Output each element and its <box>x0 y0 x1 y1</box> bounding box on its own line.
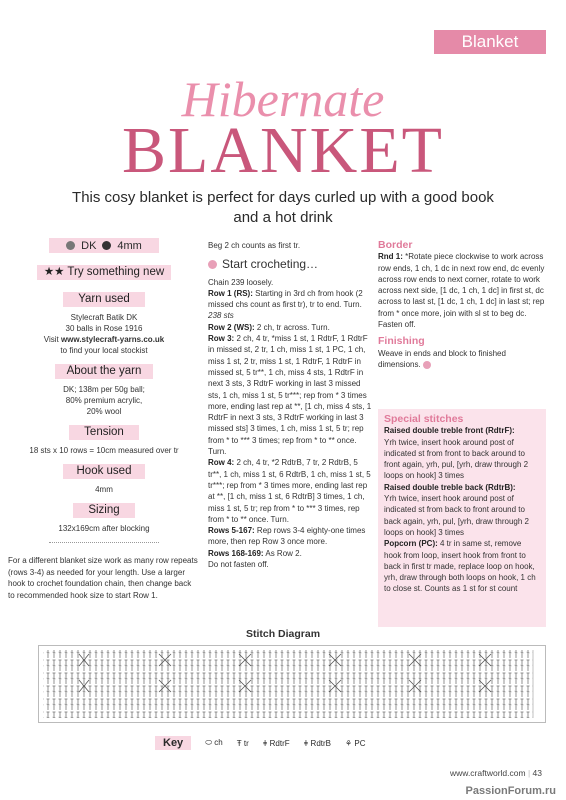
rdtrf-heading: Raised double treble front (RdtrF): <box>384 426 515 436</box>
subtitle: This cosy blanket is perfect for days curled up with a good book and a hot drink <box>72 189 494 226</box>
divider <box>49 542 159 543</box>
sizing-heading: Sizing <box>73 503 135 518</box>
diagram-title: Stitch Diagram <box>245 628 321 640</box>
diagram-key <box>155 736 366 750</box>
hook-text: 4mm <box>95 485 113 494</box>
hook-icon <box>102 241 111 250</box>
sizing-text: 132x169cm after blocking <box>58 524 150 533</box>
rdtrb-heading: Raised double treble back (RdtrB): <box>384 482 516 492</box>
rdtrb-text: Yrh twice, insert hook around post of indicated st from back to front around to back again, yrh, pul, [yrh, draw through 2 loops on hook] 3 times <box>384 494 529 537</box>
rdtrf-text: Yrh twice, insert hook around post of indicated st from front to back around to front again, yrh, pul, [yrh, draw through 2 loops on hook] 3 times <box>384 437 529 481</box>
hook-size-label: 4mm <box>117 239 142 252</box>
row-1: Row 1 (RS): Starting in 3rd ch from hook (2 missed chs count as first tr), tr to end. Turn. 238 sts <box>208 288 363 321</box>
stitch-chart <box>39 646 545 722</box>
yarn-link[interactable]: www.stylecraft-yarns.co.uk <box>60 335 165 344</box>
popcorn-icon: ⚘ <box>345 738 353 748</box>
rows-5-167: Rows 5-167: Rep rows 3-4 eighty-one times more, then rep Row 3 once more. <box>208 526 366 547</box>
left-column <box>8 238 200 601</box>
key-heading: Key <box>155 736 191 750</box>
title-main: BLANKET <box>122 114 444 187</box>
finishing-text: Weave in ends and block to finished dimensions. <box>378 348 506 369</box>
border-heading: Border <box>378 239 413 251</box>
rdtrb-icon: ǂ <box>303 738 309 748</box>
chain-text: Chain 239 loosely. <box>208 277 274 287</box>
footer: www.craftworld.com | 43 <box>450 768 542 778</box>
middle-column <box>208 240 372 570</box>
yarn-ball-icon <box>66 241 75 250</box>
yarn-line-4: to find your local stockist <box>60 346 148 355</box>
watermark: PassionForum.ru <box>465 785 556 797</box>
row-2: Row 2 (WS): 2 ch, tr across. Turn. <box>208 322 330 332</box>
hook-heading: Hook used <box>63 464 145 479</box>
tension-text: 18 sts x 10 rows = 10cm measured over tr <box>29 446 179 455</box>
popcorn-text: Popcorn (PC): 4 tr in same st, remove hook from loop, insert hook from front to back in first tr made, replace loop on hook, yrh, draw through both loops on hook, 1 ch to close st. Counts as 1 st for st count <box>384 539 536 594</box>
end-dot <box>423 361 431 369</box>
key-rdtrf: ǂ RdtrF <box>262 738 290 748</box>
footer-site[interactable]: www.craftworld.com <box>450 768 526 778</box>
rows-168-169: Rows 168-169: As Row 2. <box>208 548 302 558</box>
row-3: Row 3: 2 ch, 4 tr, *miss 1 st, 1 RdtrF, 1 RdtrF in missed st, 2 tr, 1 ch, miss 1 st, 1 PC, 1 ch, miss 1 st, 2 tr, miss 1 st, 1 RdtrF, 1 RdtrF in missed st, 5 tr**, 1 ch, miss 4 sts, 1 RdtrF in next 3 sts, 3 RdtrF working in last 3 missed sts, 1 ch, miss 1 st, 5 tr***; rep from * 3 times more, ending last rep at **, [1 ch, miss 4 sts, 1 RdtrF in next 3 sts, 3 RdtrF working in last 3 missed sts] 3 times, 1 ch, miss 1 st, 5 tr; rep from * to *** 3 times; rep from * to ** once. Turn. <box>208 334 372 457</box>
yarn-line-2: 30 balls in Rose 1916 <box>65 324 143 333</box>
about-line-3: 20% wool <box>86 407 122 416</box>
yarn-line-1: Stylecraft Batik DK <box>70 313 138 322</box>
round-1: Rnd 1: *Rotate piece clockwise to work across row ends, 1 ch, 1 dc in next row end, dc evenly across row ends to next corner, rotate to work across next side, [1 dc, 1 ch, 1 dc] in first st, dc across to last st, [1 dc, 1 ch, 1 dc] in last st; rep from * once more, join with sl st to beg dc. Fasten off. <box>378 252 545 330</box>
finishing-heading: Finishing <box>378 335 425 348</box>
section-tag: Blanket <box>434 30 546 54</box>
rdtrf-icon: ǂ <box>262 738 268 748</box>
title-script: Hibernate <box>181 71 385 127</box>
yarn-used-heading: Yarn used <box>63 292 145 307</box>
tension-heading: Tension <box>69 425 139 440</box>
row-4: Row 4: 2 ch, 4 tr, *2 RdtrB, 7 tr, 2 RdtrB, 5 tr**, 1 ch, miss 1 st, 6 RdtrB, 1 ch, miss 1 st, 5 tr***; rep from * 3 times more, ending last rep at **, [1 ch, miss 1 st, 6 RdtrB] 3 times, 1 ch, miss 1 st, 5 tr; rep from * to *** 3 times, rep from * to ** once. Turn. <box>208 458 371 524</box>
page-number: 43 <box>532 768 542 778</box>
chain-icon: ⬭ <box>205 738 213 747</box>
key-chain: ⬭ ch <box>205 738 223 747</box>
key-treble: Ŧ tr <box>236 738 249 748</box>
skill-level: ★★ Try something new <box>37 265 171 280</box>
intro-text: Beg 2 ch counts as first tr. <box>208 241 301 250</box>
right-column <box>378 240 548 370</box>
key-rdtrb: ǂ RdtrB <box>303 738 331 748</box>
about-line-2: 80% premium acrylic, <box>65 396 143 405</box>
start-heading: Start crocheting… <box>222 257 319 272</box>
end-text: Do not fasten off. <box>208 560 269 570</box>
bullet-dot <box>208 260 217 269</box>
size-note: For a different blanket size work as many row repeats (rows 3-4) as needed for your length. Use a larger hook to crochet foundation chain, then change back to recommended hook size to start Row 1. <box>8 556 198 600</box>
key-popcorn: ⚘ PC <box>345 738 366 748</box>
special-heading: Special stitches <box>384 413 464 425</box>
stitch-diagram <box>38 645 546 723</box>
yarn-visit: Visit <box>43 335 61 344</box>
yarn-weight: DK <box>81 239 97 252</box>
about-line-1: DK; 138m per 50g ball; <box>63 385 145 394</box>
special-stitches-box <box>378 409 546 627</box>
treble-icon: Ŧ <box>236 738 242 748</box>
about-yarn-heading: About the yarn <box>55 364 153 379</box>
